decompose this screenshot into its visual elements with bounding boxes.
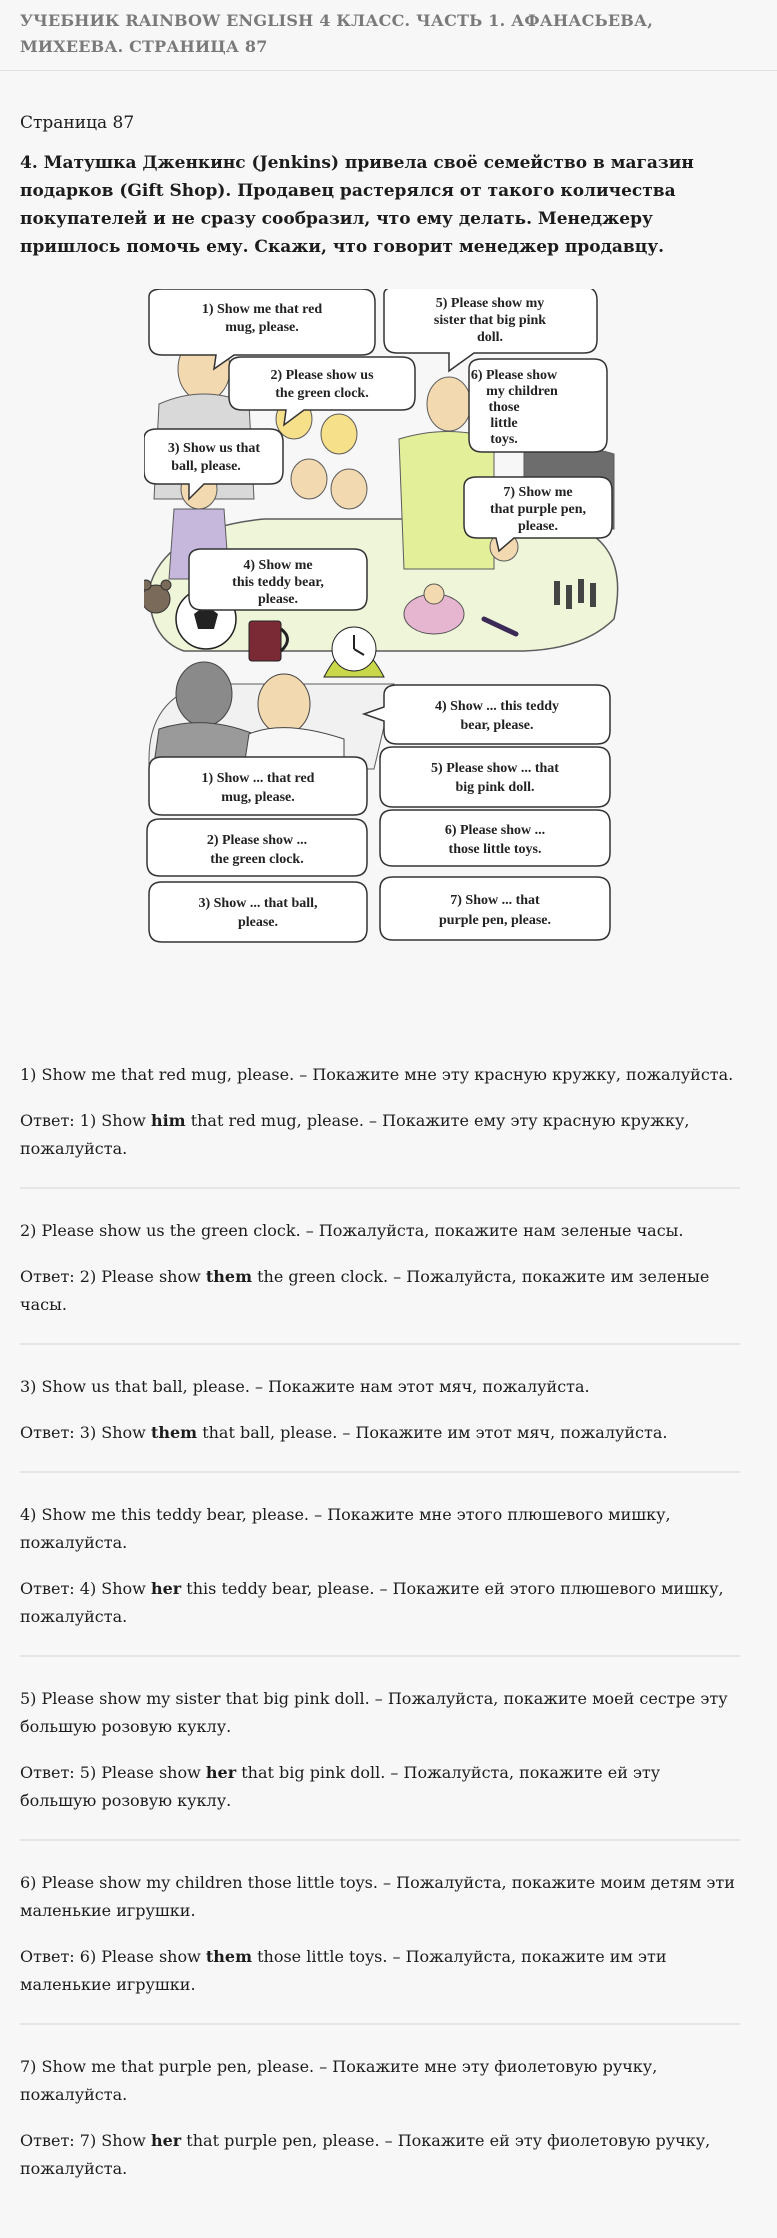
bubble-text-line: please.: [257, 592, 299, 607]
bubble-text-line: 6) Please show ...: [444, 823, 546, 838]
bubble-text-line: 7) Show ... that: [450, 893, 540, 908]
question-text: 1) Show me that red mug, please. – Покажите мне эту красную кружку, пожалуйста.: [20, 1065, 734, 1084]
bottom-bubble-1: [149, 757, 367, 815]
illustration-svg: [144, 289, 644, 973]
qa-item: [20, 1061, 735, 1163]
question-text: 6) Please show my children those little toys. – Пожалуйста, покажите моим детям эти маленькие игрушки.: [20, 1873, 735, 1920]
bubble-text-line: 2) Please show us: [270, 368, 374, 383]
bubble-text-line: purple pen, please.: [438, 913, 552, 928]
bubble-text-line: doll.: [476, 330, 504, 345]
question-text: 3) Show us that ball, please. – Покажите нам этот мяч, пожалуйста.: [20, 1377, 590, 1396]
bubble-text-line: 3) Show us that: [167, 441, 261, 456]
speech-bubble-4: [189, 549, 367, 610]
divider: [20, 1343, 740, 1345]
bubble-text-line: my children: [486, 384, 558, 399]
qa-item: [20, 2053, 735, 2183]
divider: [20, 1471, 740, 1473]
bottom-bubble-2: [147, 819, 367, 876]
bottom-bubble-6: [380, 810, 610, 866]
answer-text: Ответ: 6) Please show them those little toys. – Пожалуйста, покажите им эти маленькие игрушки.: [20, 1947, 667, 1994]
answer-pronoun: her: [205, 1763, 237, 1782]
bubble-text-line: sister that big pink: [433, 313, 547, 328]
answer-pronoun: them: [205, 1947, 253, 1966]
bubble-text-line: 5) Please show my: [435, 296, 545, 311]
bubble-text-line: that purple pen,: [489, 502, 587, 517]
divider: [20, 1655, 740, 1657]
qa-item: [20, 1217, 735, 1319]
question-text: 4) Show me this teddy bear, please. – Покажите мне этого плюшевого мишку, пожалуйста.: [20, 1505, 671, 1552]
divider: [20, 2023, 740, 2025]
bubble-text-line: the green clock.: [275, 386, 369, 401]
qa-item: [20, 1869, 735, 1999]
bubble-text-line: those little toys.: [448, 842, 542, 857]
bubble-text-line: little: [490, 416, 518, 431]
bubble-text-line: 5) Please show ... that: [431, 761, 559, 776]
bubble-text-line: the green clock.: [210, 852, 304, 867]
bubble-text-line: please.: [237, 915, 279, 930]
answer-text: Ответ: 5) Please show her that big pink doll. – Пожалуйста, покажите ей эту большую розовую куклу.: [20, 1763, 661, 1810]
bubble-text-line: ball, please.: [171, 459, 241, 474]
answers-list: [20, 1061, 757, 2183]
divider: [20, 1839, 740, 1841]
speech-bubble-6: [469, 359, 607, 452]
question-text: 2) Please show us the green clock. – Пожалуйста, покажите нам зеленые часы.: [20, 1221, 684, 1240]
task-text: 4. Матушка Дженкинс (Jenkins) привела своё семейство в магазин подарков (Gift Shop). Продавец растерялся от такого количества покупателей и не сразу сообразил, что ему делать. Менеджеру пришлось помочь ему. Скажи, что говорит менеджер продавцу.: [20, 153, 694, 257]
teddy-bear-icon: [144, 580, 171, 613]
answer-pronoun: them: [205, 1267, 253, 1286]
bubble-text-line: please.: [517, 519, 559, 534]
textbook-illustration: [144, 289, 644, 973]
answer-pronoun: him: [150, 1111, 186, 1130]
bottom-bubble-5: [380, 747, 610, 807]
bubble-text-line: mug, please.: [221, 790, 295, 805]
page-title: УЧЕБНИК RAINBOW ENGLISH 4 КЛАСС. ЧАСТЬ 1. АФАНАСЬЕВА, МИХЕЕВА. СТРАНИЦА 87: [20, 11, 654, 56]
qa-item: [20, 1373, 735, 1447]
bubble-text-line: 1) Show me that red: [201, 302, 323, 317]
answer-pronoun: her: [150, 1579, 182, 1598]
answer-text: Ответ: 3) Show them that ball, please. – Покажите им этот мяч, пожалуйста.: [20, 1423, 668, 1442]
qa-item: [20, 1501, 735, 1631]
bubble-text-line: 6) Please show: [470, 368, 558, 383]
question-text: 7) Show me that purple pen, please. – Покажите мне эту фиолетовую ручку, пожалуйста.: [20, 2057, 658, 2104]
bottom-bubble-7: [380, 877, 610, 940]
page-header: [0, 0, 777, 71]
question-text: 5) Please show my sister that big pink doll. – Пожалуйста, покажите моей сестре эту большую розовую куклу.: [20, 1689, 728, 1736]
answer-pronoun: her: [150, 2131, 182, 2150]
bubble-text-line: 7) Show me: [503, 485, 573, 500]
answer-text: Ответ: 1) Show him that red mug, please. – Покажите ему эту красную кружку, пожалуйста.: [20, 1111, 690, 1158]
bubble-text-line: 4) Show me: [243, 558, 313, 573]
bubble-text-line: bear, please.: [460, 718, 534, 733]
bubble-text-line: 4) Show ... this teddy: [434, 699, 560, 714]
bubble-text-line: mug, please.: [225, 320, 299, 335]
bubble-text-line: 2) Please show ...: [206, 833, 308, 848]
divider: [20, 1187, 740, 1189]
bubble-text-line: big pink doll.: [455, 780, 535, 795]
bubble-text-line: this teddy bear,: [232, 575, 324, 590]
bubble-text-line: 3) Show ... that ball,: [198, 896, 318, 911]
bubble-text-line: those: [488, 400, 520, 415]
answer-text: Ответ: 2) Please show them the green clock. – Пожалуйста, покажите им зеленые часы.: [20, 1267, 710, 1314]
bottom-bubble-3: [149, 882, 367, 942]
speech-bubble-2: [229, 357, 415, 425]
bubble-text-line: 1) Show ... that red: [201, 771, 315, 786]
main-content: [0, 113, 777, 2183]
page-label: Страница 87: [20, 113, 135, 133]
bubble-text-line: toys.: [490, 432, 518, 447]
illustration-lower-scene: [149, 662, 394, 769]
bottom-bubble-4: [364, 685, 610, 744]
answer-text: Ответ: 4) Show her this teddy bear, please. – Покажите ей этого плюшевого мишку, пожалуйста.: [20, 1579, 724, 1626]
answer-pronoun: them: [150, 1423, 198, 1442]
qa-item: [20, 1685, 735, 1815]
answer-text: Ответ: 7) Show her that purple pen, please. – Покажите ей эту фиолетовую ручку, пожалуйста.: [20, 2131, 711, 2178]
